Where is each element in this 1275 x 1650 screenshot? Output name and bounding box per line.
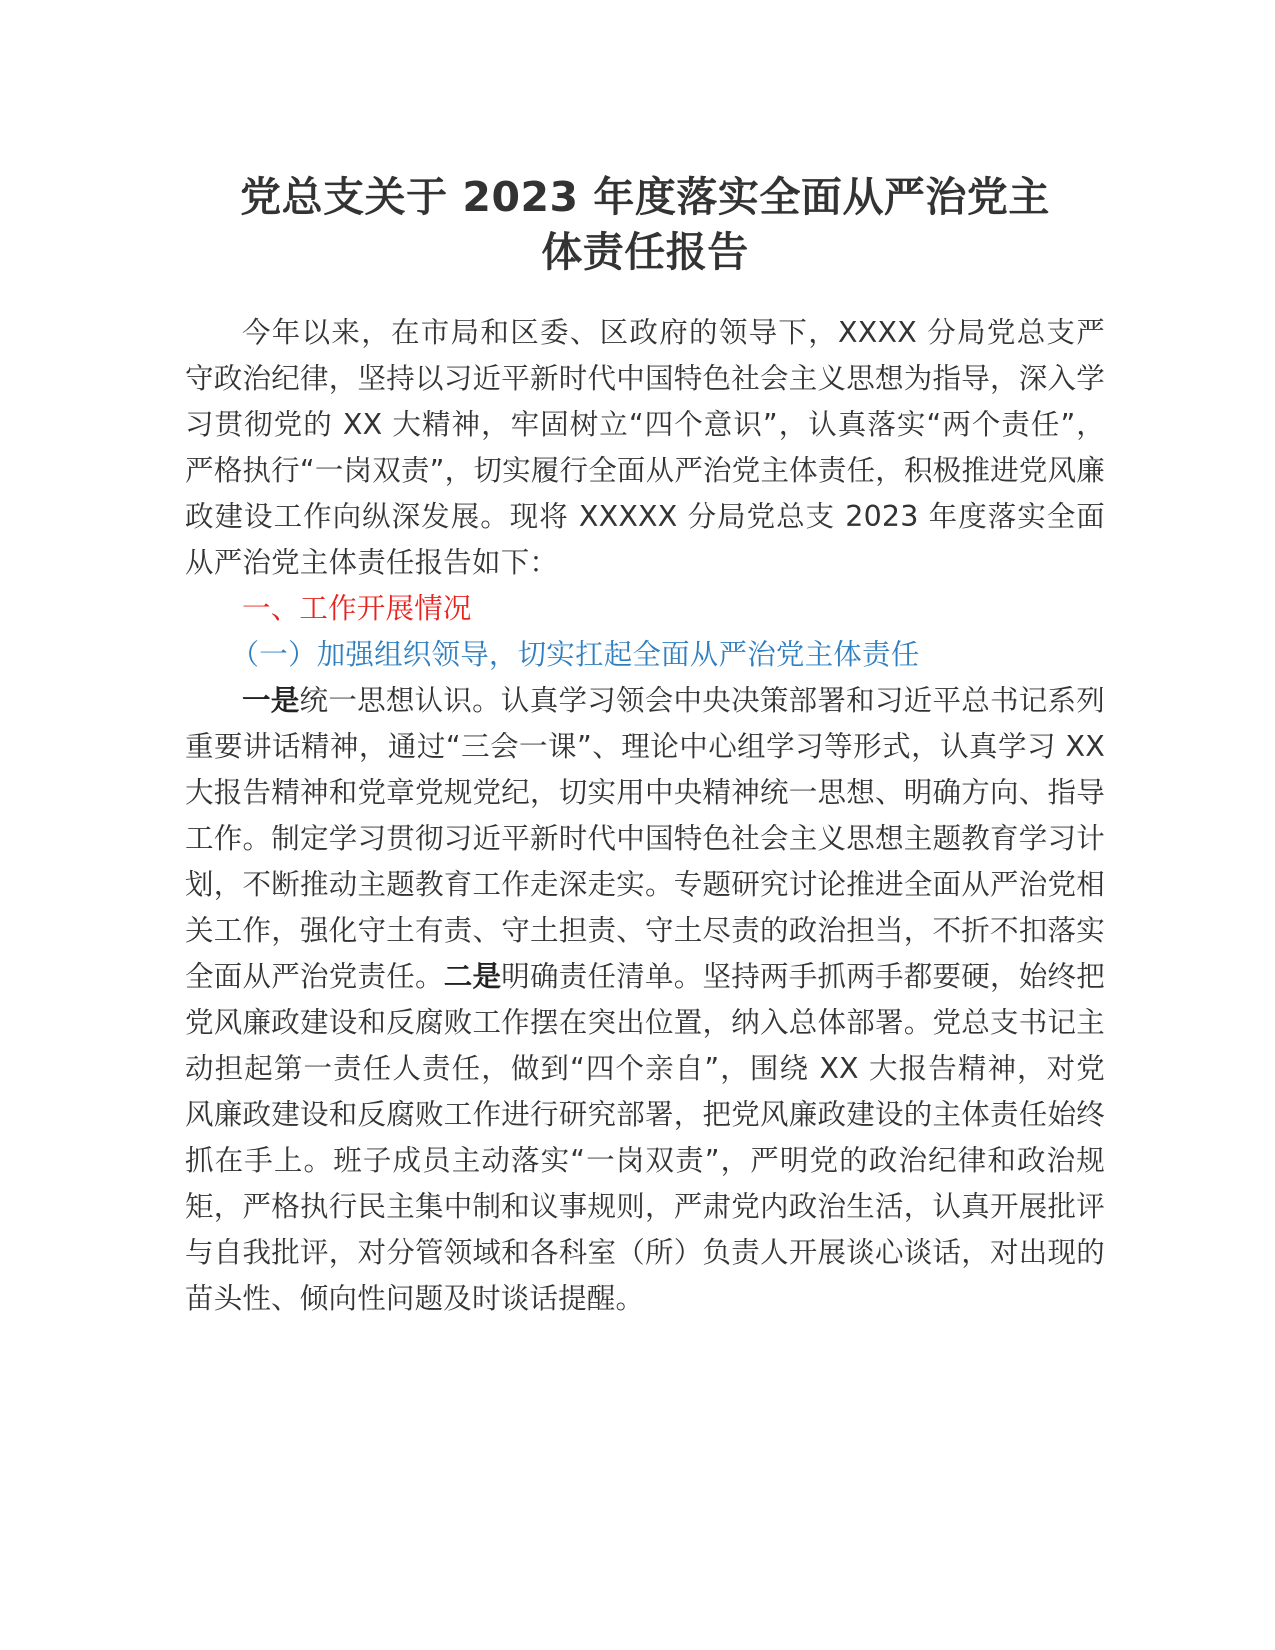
document-title-line-2: 体责任报告 (541, 228, 749, 276)
point-text-2: 明确责任清单。坚持两手抓两手都要硬，始终把党风廉政建设和反腐败工作摆在突出位置，纳入总体部署。党总支书记主动担起第一责任人责任，做到“四个亲自”，围绕 XX 大报告精神，对党风廉政建设和反腐败工作进行研究部署，把党风廉政建设的主体责任始终抓在手上。班子成员主动落实“一岗双责”，严明党的政治纪律和政治规矩，严格执行民主集中制和议事规则，严肃党内政治生活，认真开展批评与自我批评，对分管领域和各科室（所）负责人开展谈心谈话，对出现的苗头性、倾向性问题及时谈话提醒。 (185, 960, 1106, 1315)
document-body (185, 310, 1105, 1322)
subsection-heading-1: （一）加强组织领导，切实扛起全面从严治党主体责任 (230, 638, 920, 671)
body-paragraph-1 (185, 678, 1105, 1322)
point-text-1: 统一思想认识。认真学习领会中央决策部署和习近平总书记系列重要讲话精神，通过“三会一课”、理论中心组学习等形式，认真学习 XX 大报告精神和党章党规党纪，切实用中央精神统一思想、明确方向、指导工作。制定学习贯彻习近平新时代中国特色社会主义思想主题教育学习计划，不断推动主题教育工作走深走实。专题研究讨论推进全面从严治党相关工作，强化守土有责、守土担责、守土尽责的政治担当，不折不扣落实全面从严治党责任。 (185, 684, 1105, 993)
document-page (185, 170, 1105, 1322)
document-title (185, 170, 1105, 280)
document-title-line-1: 党总支关于 2023 年度落实全面从严治党主 (240, 173, 1050, 221)
section-heading-1: 一、工作开展情况 (242, 592, 472, 625)
intro-paragraph: 今年以来，在市局和区委、区政府的领导下，XXXX 分局党总支严守政治纪律，坚持以习近平新时代中国特色社会主义思想为指导，深入学习贯彻党的 XX 大精神，牢固树立“四个意识”，认真落实“两个责任”，严格执行“一岗双责”，切实履行全面从严治党主体责任，积极推进党风廉政建设工作向纵深发展。现将 XXXXX 分局党总支 2023 年度落实全面从严治党主体责任报告如下： (185, 316, 1105, 579)
point-lead-1: 一是 (242, 684, 300, 717)
point-lead-2: 二是 (443, 960, 502, 993)
